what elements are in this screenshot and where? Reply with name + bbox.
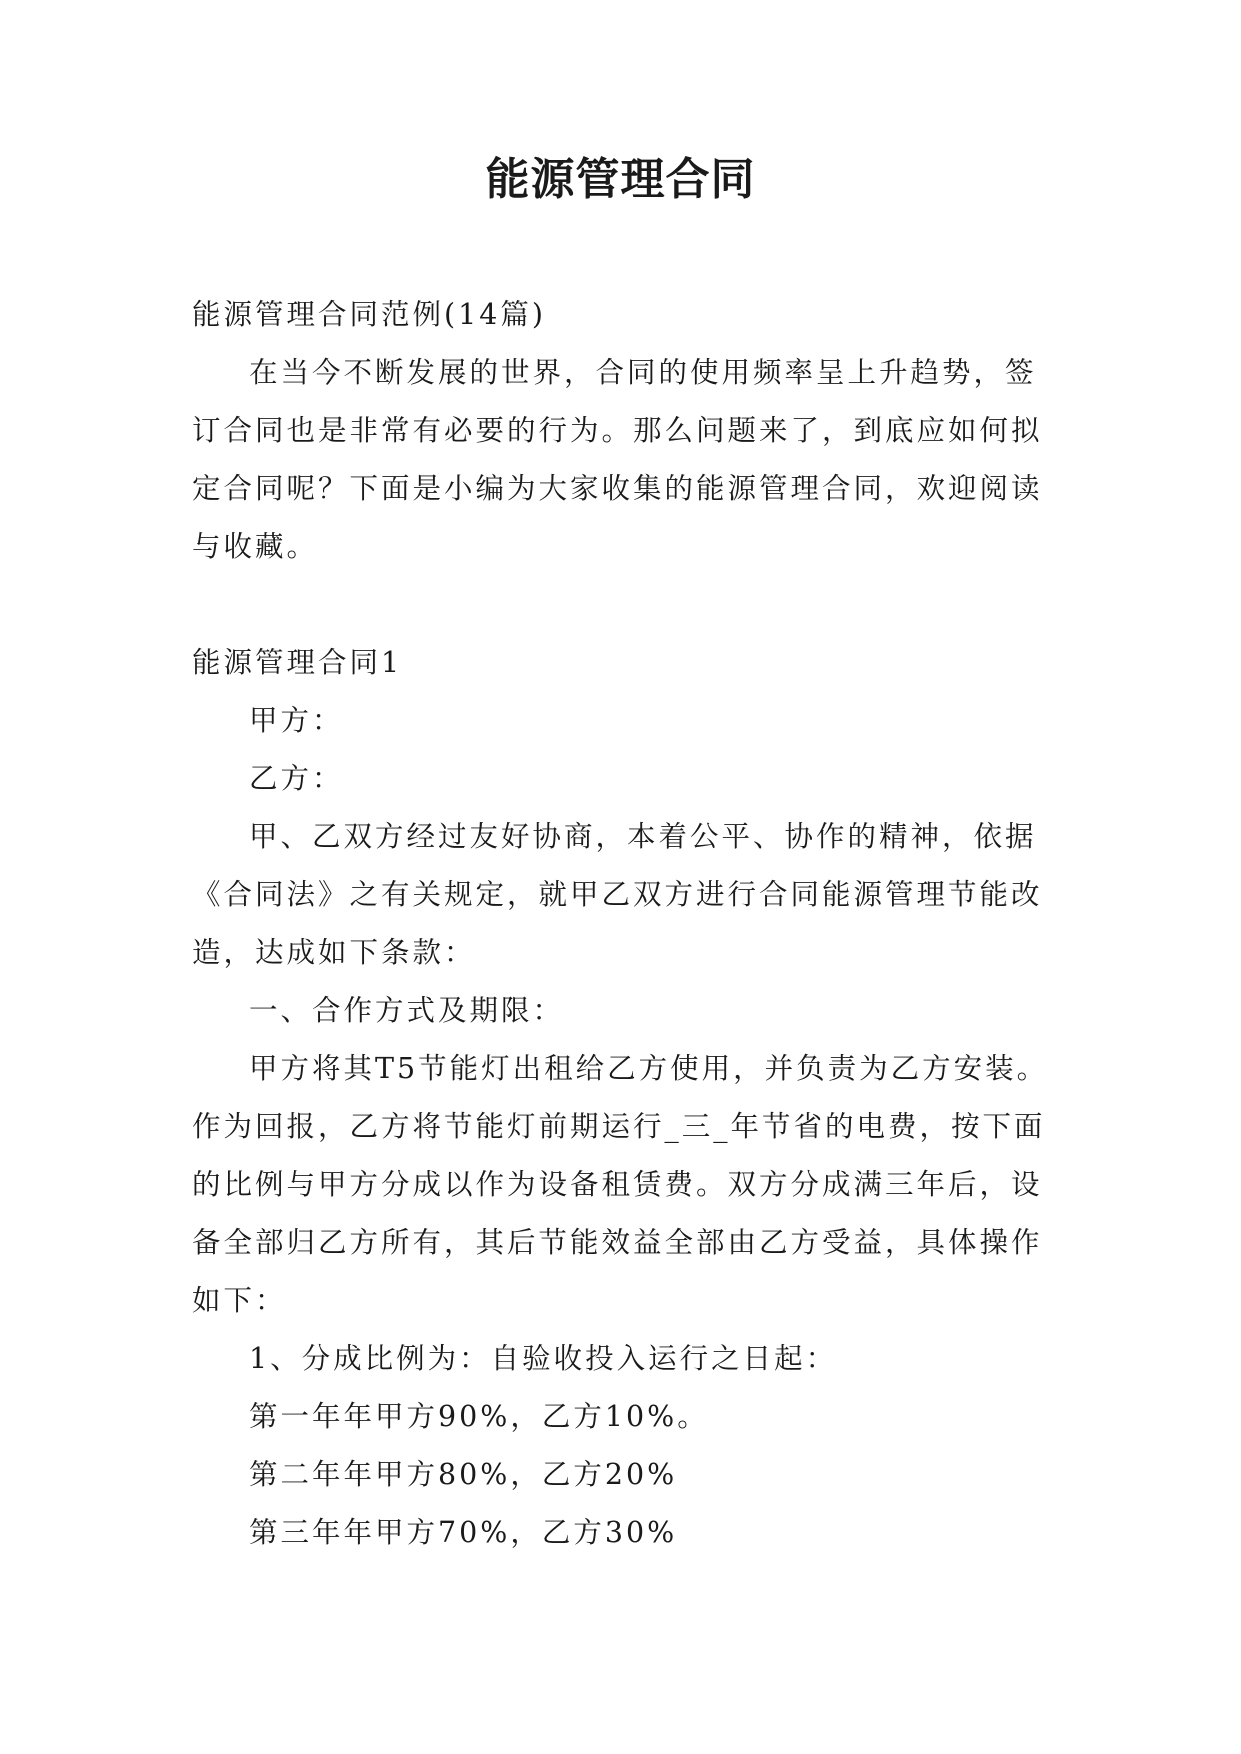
document-subtitle: 能源管理合同范例(14篇) (192, 298, 547, 331)
ratio-year-2: 第二年年甲方80%，乙方20% (249, 1458, 678, 1491)
party-a-line: 甲方： (249, 704, 344, 737)
ratio-year-3: 第三年年甲方70%，乙方30% (249, 1516, 678, 1549)
ratio-intro: 1、分成比例为：自验收投入运行之日起： (249, 1342, 838, 1375)
document-title: 能源管理合同 (485, 154, 756, 205)
party-b-line: 乙方： (249, 762, 344, 795)
clause-1-heading: 一、合作方式及期限： (249, 994, 565, 1027)
section-heading: 能源管理合同1 (192, 646, 403, 679)
preamble-paragraph: 甲、乙双方经过友好协商，本着公平、协作的精神，依据《合同法》之有关规定，就甲乙双方进行合同能源管理节能改造，达成如下条款： (192, 820, 1043, 969)
ratio-year-1: 第一年年甲方90%，乙方10%。 (249, 1400, 709, 1433)
intro-paragraph: 在当今不断发展的世界，合同的使用频率呈上升趋势，签订合同也是非常有必要的行为。那么问题来了，到底应如何拟定合同呢？下面是小编为大家收集的能源管理合同，欢迎阅读与收藏。 (192, 356, 1043, 563)
paragraph-spacer (192, 576, 1052, 634)
clause-1-body: 甲方将其T5节能灯出租给乙方使用，并负责为乙方安装。作为回报，乙方将节能灯前期运行_三_年节省的电费，按下面的比例与甲方分成以作为设备租赁费。双方分成满三年后，设备全部归乙方所有，其后节能效益全部由乙方受益，具体操作如下： (192, 1052, 1049, 1317)
document-body (192, 286, 1052, 1562)
